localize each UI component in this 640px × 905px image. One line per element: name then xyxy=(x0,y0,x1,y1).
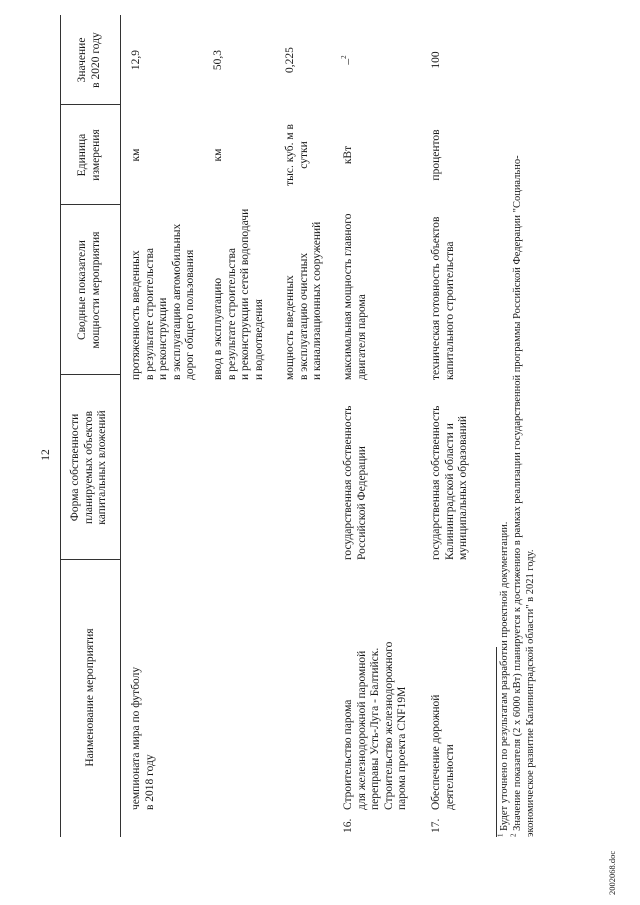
ownership-cell: государственная собственность Калининградской области и муниципальных образований xyxy=(430,405,469,560)
footnote-separator xyxy=(496,647,497,837)
footnote-1: $^1$ Будет уточнено по результатам разработки проектной документации. xyxy=(496,521,510,837)
capacity-cell: техническая готовность объектов капитального строительства xyxy=(430,216,456,380)
value-cell: 100 xyxy=(430,51,442,69)
footnote-2: $^2$ Значение показателя (2 х 6000 кВт) планируется к достижению в рамках реализации государственной программы Российской Федерации "Социально- xyxy=(509,155,523,837)
header-name: Наименование мероприятия xyxy=(84,628,96,767)
unit-cell: процентов xyxy=(430,129,442,181)
value-cell: 0,225 xyxy=(284,47,296,73)
row-number: 16. xyxy=(342,818,354,833)
header-unit: Единица измерения xyxy=(76,129,102,181)
value-cell: –$^2$ xyxy=(340,55,354,65)
footnote-2-cont: экономическое развитие Калининградской области" в 2021 году. xyxy=(525,549,536,837)
table-top-rule xyxy=(60,15,61,837)
value-cell: 12,9 xyxy=(130,49,142,71)
row-name: Строительство парома для железнодорожной паромной переправы Усть-Луга - Балтийск. Строительство железнодорожного парома проекта CNF19M xyxy=(342,641,408,810)
value-cell: 50,3 xyxy=(212,49,224,71)
ownership-cell: государственная собственность Российской Федерации xyxy=(342,405,368,560)
unit-cell: км xyxy=(130,148,142,162)
row-name: чемпионата мира по футболу в 2018 году xyxy=(130,666,156,810)
capacity-cell: протяженность введенных в результате строительства и реконструкции в эксплуатацию автомобильных дорог общего пользования xyxy=(130,223,196,380)
row-name: Обеспечение дорожной деятельности xyxy=(430,694,456,810)
unit-cell: кВт xyxy=(342,145,354,165)
capacity-cell: максимальная мощность главного двигателя парома xyxy=(342,213,368,380)
table-header-rule xyxy=(120,15,121,837)
header-ownership: Форма собственности планируемых объектов капитальных вложений xyxy=(69,410,108,525)
capacity-cell: ввод в эксплуатацию в результате строительства и реконструкции сетей водоподачи и водоотведения xyxy=(212,208,265,380)
unit-cell: тыс. куб. м в сутки xyxy=(284,124,310,186)
page-number: 12 xyxy=(40,449,52,461)
header-value: Значение в 2020 году xyxy=(76,32,102,88)
capacity-cell: мощность введенных в эксплуатацию очистных и канализационных сооружений xyxy=(284,221,323,380)
document-id: 2002068.doc xyxy=(607,850,617,895)
unit-cell: км xyxy=(212,148,224,162)
row-number: 17. xyxy=(430,818,442,833)
footnote-ref: 2 xyxy=(340,55,349,59)
header-capacity: Сводные показатели мощности мероприятия xyxy=(76,231,102,349)
